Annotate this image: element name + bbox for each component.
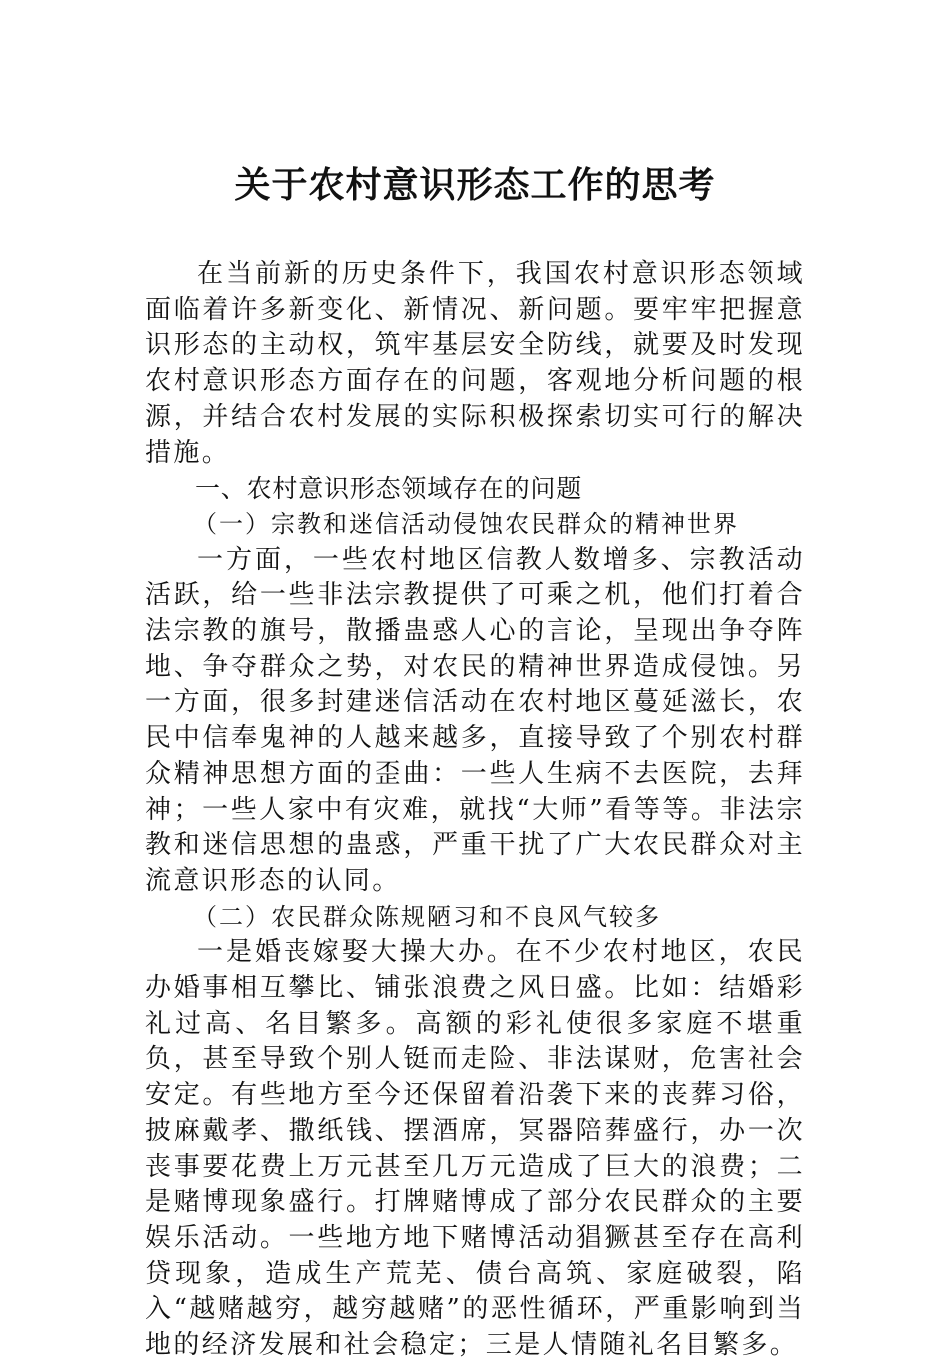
document-body <box>145 257 805 1364</box>
subsection-2-paragraph: 一是婚丧嫁娶大操大办。在不少农村地区，农民办婚事相互攀比、铺张浪费之风日盛。比如：结婚彩礼过高、名目繁多。高额的彩礼使很多家庭不堪重负，甚至导致个别人铤而走险、非法谋财，危害社会安定。有些地方至今还保留着沿袭下来的丧葬习俗，披麻戴孝、撒纸钱、摆酒席，冥器陪葬盛行，办一次丧事要花费上万元甚至几万元造成了巨大的浪费；二是赌博现象盛行。打牌赌博成了部分农民群众的主要娱乐活动。一些地方地下赌博活动猖獗甚至存在高利贷现象，造成生产荒芜、债台高筑、家庭破裂，陷入“越赌越穷，越穷越赌”的恶性循环，严重影响到当地的经济发展和社会稳定；三是人情随礼名目繁多。 <box>145 937 805 1361</box>
subsection-heading-1: （一）宗教和迷信活动侵蚀农民群众的精神世界 <box>193 509 739 538</box>
subsection-1-paragraph: 一方面，一些农村地区信教人数增多、宗教活动活跃，给一些非法宗教提供了可乘之机，他们打着合法宗教的旗号，散播蛊惑人心的言论，呈现出争夺阵地、争夺群众之势，对农民的精神世界造成侵蚀。另一方面，很多封建迷信活动在农村地区蔓延滋长，农民中信奉鬼神的人越来越多，直接导致了个别农村群众精神思想方面的歪曲：一些人生病不去医院，去拜神；一些人家中有灾难，就找“大师”看等等。非法宗教和迷信思想的蛊惑，严重干扰了广大农民群众对主流意识形态的认同。 <box>145 544 805 896</box>
section-heading-1: 一、农村意识形态领域存在的问题 <box>195 474 583 504</box>
document-title: 关于农村意识形态工作的思考 <box>234 164 716 206</box>
intro-paragraph: 在当前新的历史条件下，我国农村意识形态领域面临着许多新变化、新情况、新问题。要牢牢把握意识形态的主动权，筑牢基层安全防线，就要及时发现农村意识形态方面存在的问题，客观地分析问题的根源，并结合农村发展的实际积极探索切实可行的解决措施。 <box>145 259 805 468</box>
subsection-heading-2: （二）农民群众陈规陋习和不良风气较多 <box>193 902 661 931</box>
